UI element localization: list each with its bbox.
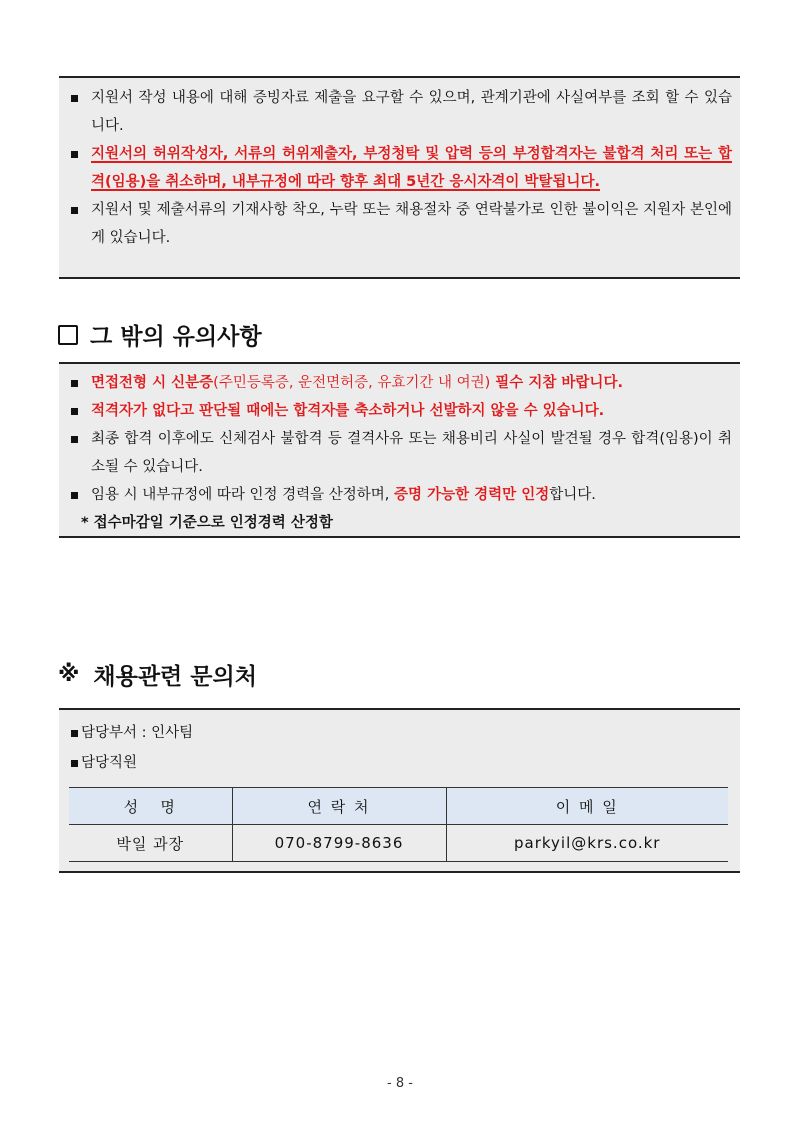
- checkbox-square-icon: [58, 325, 78, 345]
- notice-item-1: 지원서 작성 내용에 대해 증빙자료 제출을 요구할 수 있으며, 관계기관에 사실여부를 조회 할 수 있습니다.: [59, 84, 740, 140]
- contact-table: [69, 787, 728, 862]
- bullet-square-icon: [71, 95, 78, 102]
- notice-box-1: [59, 76, 740, 279]
- page-number: - 8 -: [387, 1076, 413, 1091]
- notice-box-2: [59, 362, 740, 538]
- reference-mark-icon: ※: [58, 662, 80, 687]
- career-note: * 접수마감일 기준으로 인정경력 산정함: [81, 515, 333, 531]
- section-heading-other-notes: 그 밖의 유의사항: [58, 318, 262, 351]
- header-name: 성 명: [69, 788, 232, 825]
- notice-item-id-card: 면접전형 시 신분증(주민등록증, 운전면허증, 유효기간 내 여권) 필수 지참 바랍니다.: [59, 369, 740, 397]
- header-email: 이 메 일: [446, 788, 728, 825]
- notice-item-no-candidate: 적격자가 없다고 판단될 때에는 합격자를 축소하거나 선발하지 않을 수 있습니다.: [59, 397, 740, 425]
- cell-name: 박일 과장: [69, 825, 232, 862]
- notice-item-health-check: 최종 합격 이후에도 신체검사 불합격 등 결격사유 또는 채용비리 사실이 발견될 경우 합격(임용)이 취소될 수 있습니다.: [59, 425, 740, 481]
- bullet-square-icon: [71, 380, 78, 387]
- bullet-square-icon: [71, 151, 78, 158]
- notice-item-2: 지원서의 허위작성자, 서류의 허위제출자, 부정청탁 및 압력 등의 부정합격자는 불합격 처리 또는 합격(임용)을 취소하며, 내부규정에 따라 향후 최대 5년간 응시자격이 박탈됩니다.: [59, 140, 740, 196]
- bullet-square-icon: [71, 492, 78, 499]
- notice-item-3: 지원서 및 제출서류의 기재사항 착오, 누락 또는 채용절차 중 연락불가로 인한 불이익은 지원자 본인에게 있습니다.: [59, 196, 740, 252]
- bullet-square-icon: [71, 436, 78, 443]
- table-row: [69, 825, 728, 862]
- contact-department: 담당부서 : 인사팀: [59, 718, 740, 748]
- notice-item-career: 임용 시 내부규정에 따라 인정 경력을 산정하며, 증명 가능한 경력만 인정합니다.: [59, 481, 740, 509]
- bullet-square-icon: [71, 207, 78, 214]
- bullet-square-icon: [71, 408, 78, 415]
- contact-box: [59, 708, 740, 873]
- bullet-square-icon: [71, 760, 78, 767]
- cell-phone: 070-8799-8636: [232, 825, 446, 862]
- table-header-row: [69, 788, 728, 825]
- cell-email: parkyil@krs.co.kr: [446, 825, 728, 862]
- contact-staff-label: 담당직원: [59, 748, 740, 778]
- bullet-square-icon: [71, 730, 78, 737]
- header-phone: 연 락 처: [232, 788, 446, 825]
- section-heading-contact: ※ 채용관련 문의처: [58, 662, 257, 690]
